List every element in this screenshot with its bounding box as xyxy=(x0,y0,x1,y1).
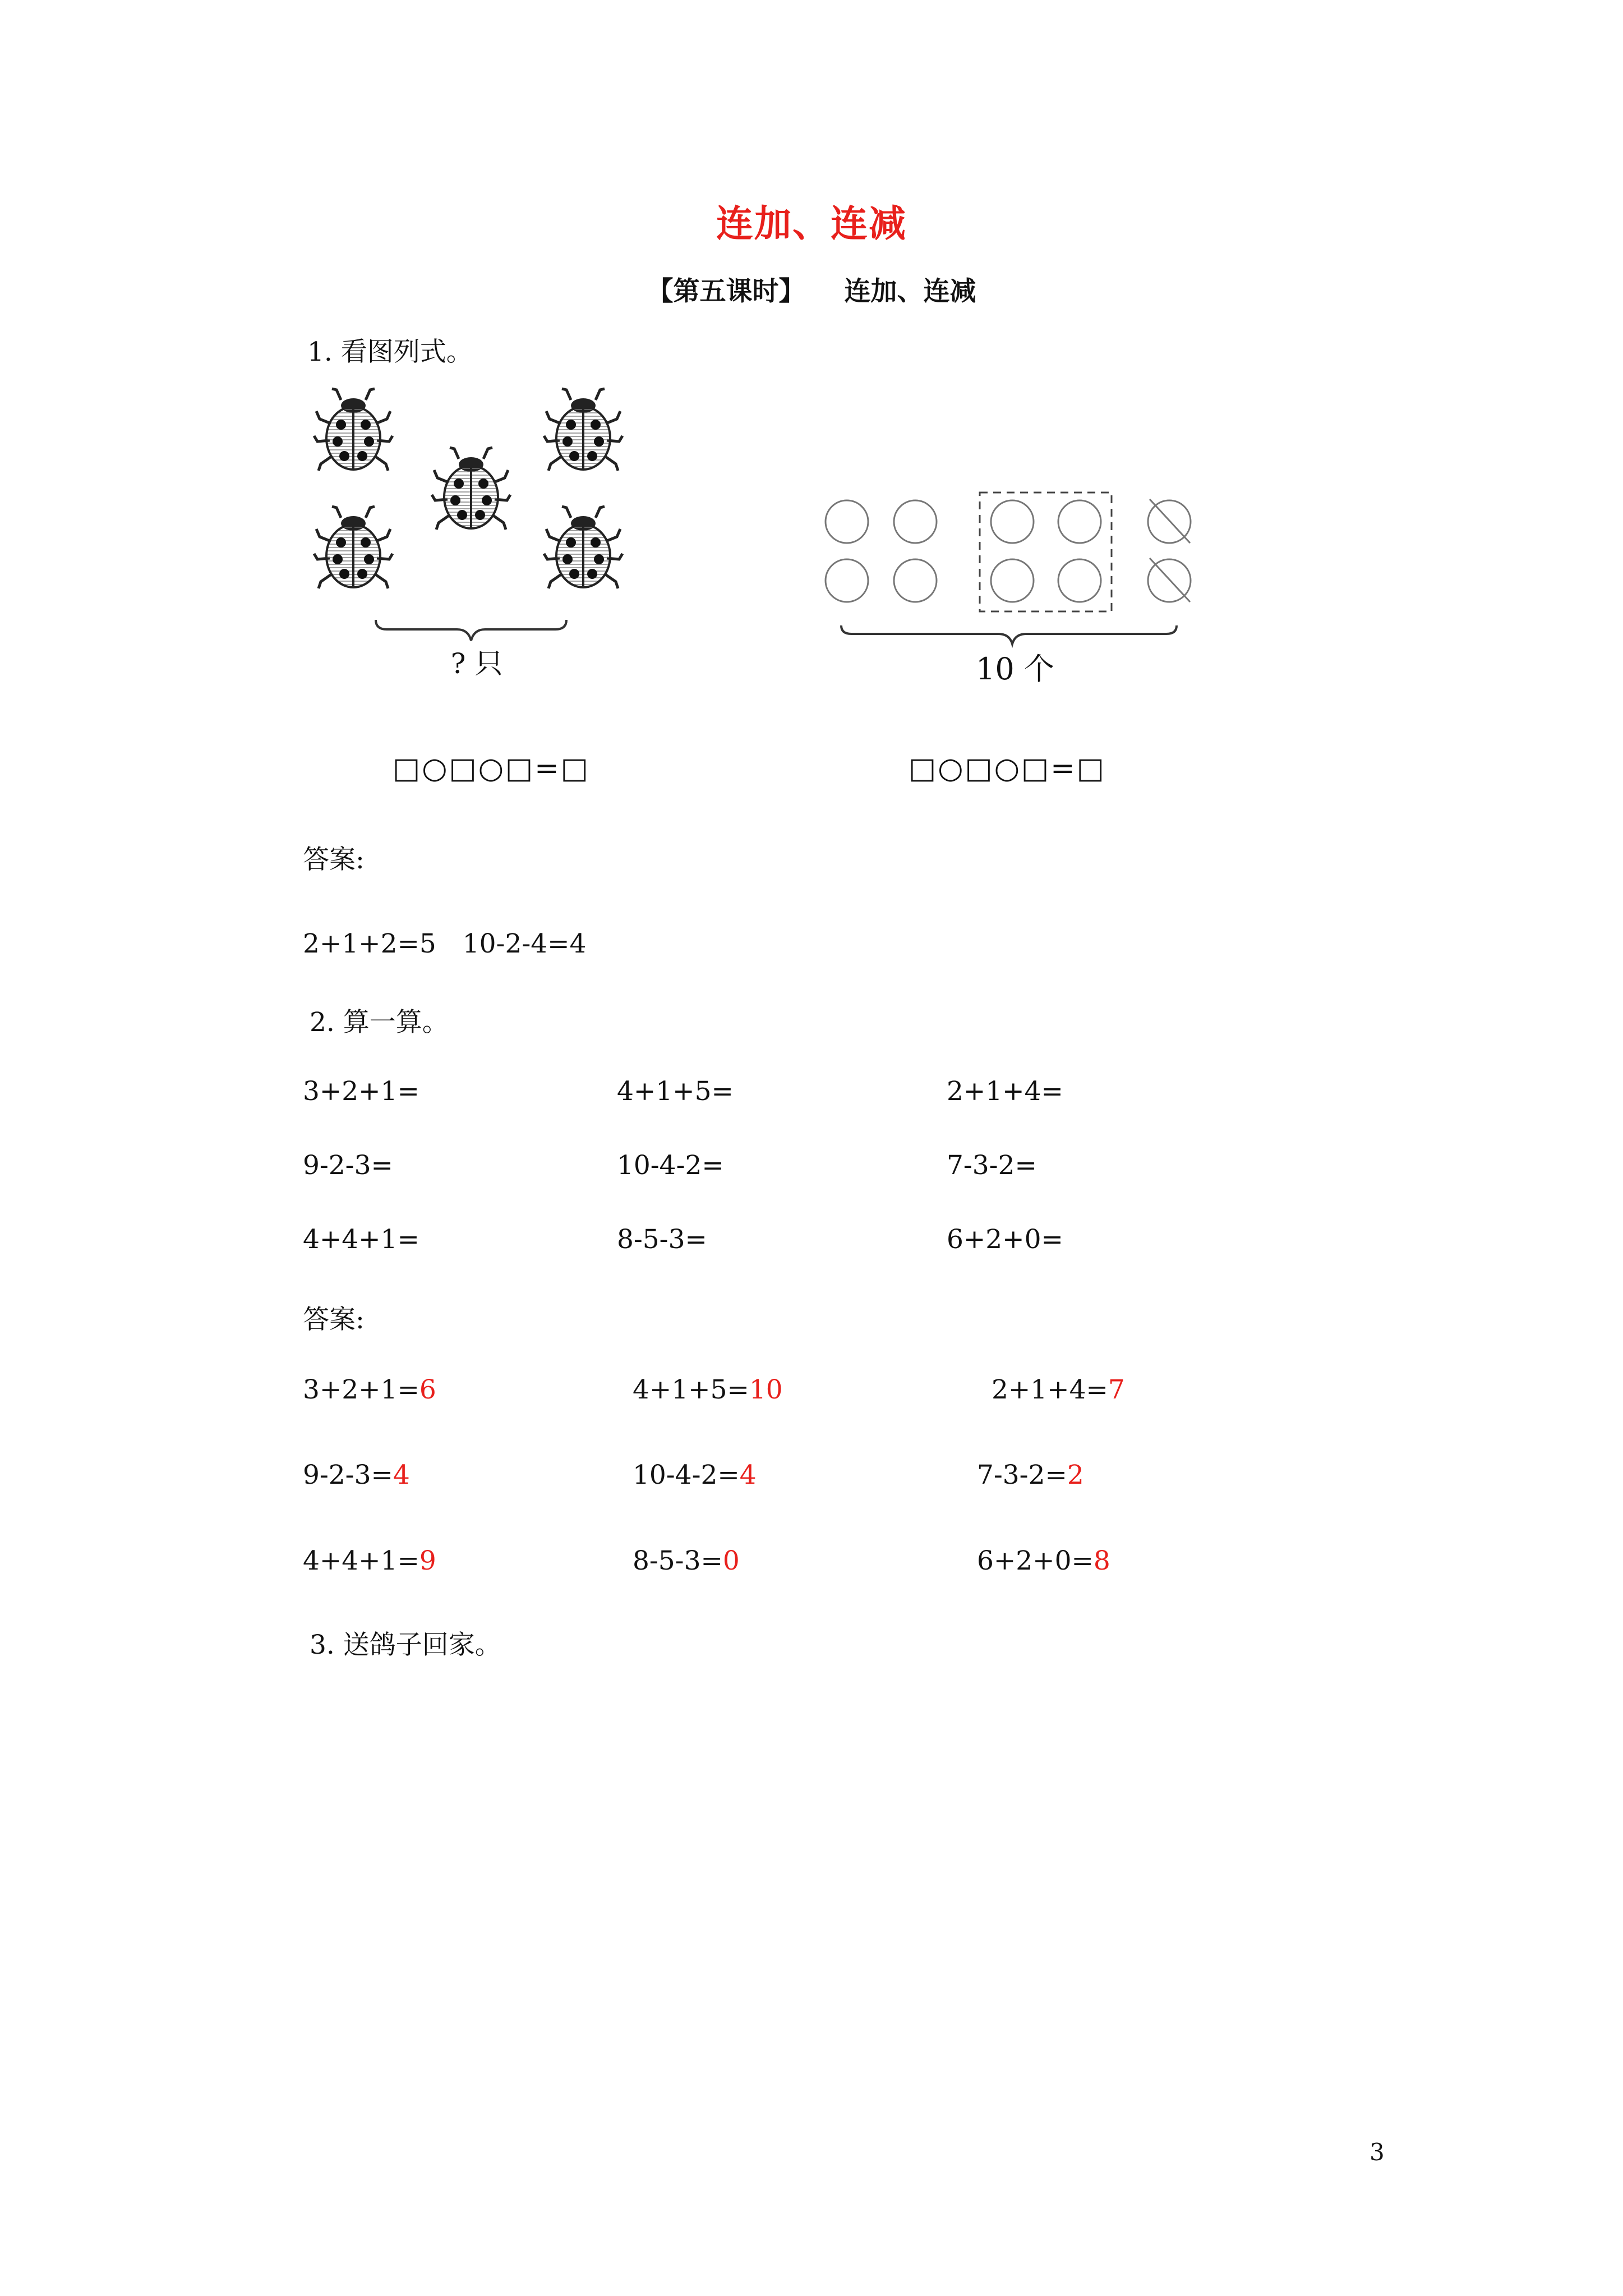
total-brace xyxy=(841,625,1177,644)
ladybug-icon xyxy=(544,389,623,471)
equation-blank-left[interactable]: □○□○□=□ xyxy=(393,752,590,785)
problem: 2+1+4= xyxy=(947,1076,1063,1107)
answer-label: 答案: xyxy=(303,844,365,875)
lesson-topic: 连加、连减 xyxy=(844,276,976,307)
lesson-subtitle xyxy=(0,270,1623,308)
q1-answer: 2+1+2=5 10-2-4=4 xyxy=(303,928,587,959)
answer-label: 答案: xyxy=(303,1304,365,1335)
answer-item: 10-4-2=4 xyxy=(633,1460,757,1490)
ladybug-icon xyxy=(432,448,510,530)
circle-figure xyxy=(813,482,1206,651)
answer-item: 4+4+1=9 xyxy=(303,1545,436,1576)
page-title: 连加、连减 xyxy=(716,201,907,245)
ladybug-count-caption: ? 只 xyxy=(450,647,503,680)
ladybug-icon xyxy=(314,389,393,471)
question-3-label: 3. 送鸽子回家。 xyxy=(310,1630,501,1660)
equation-blank-right[interactable]: □○□○□=□ xyxy=(909,752,1106,785)
answer-item: 9-2-3=4 xyxy=(303,1460,410,1490)
page-number: 3 xyxy=(1370,2138,1385,2166)
problem: 9-2-3= xyxy=(303,1150,393,1181)
problem: 6+2+0= xyxy=(947,1224,1063,1255)
lesson-label: 【第五课时】 xyxy=(647,276,805,307)
question-2-label: 2. 算一算。 xyxy=(310,1007,449,1038)
problem: 8-5-3= xyxy=(617,1224,707,1255)
answer-item: 7-3-2=2 xyxy=(977,1460,1084,1490)
ladybug-icon xyxy=(544,507,623,588)
question-1-label: 1. 看图列式。 xyxy=(307,337,473,367)
circle-count-caption: 10 个 xyxy=(976,651,1054,687)
answer-item: 6+2+0=8 xyxy=(977,1545,1110,1576)
problem: 4+1+5= xyxy=(617,1076,734,1107)
answer-item: 2+1+4=7 xyxy=(992,1374,1125,1405)
problem: 7-3-2= xyxy=(947,1150,1037,1181)
problem: 4+4+1= xyxy=(303,1224,419,1255)
ladybug-icon xyxy=(314,507,393,588)
answer-item: 3+2+1=6 xyxy=(303,1374,436,1405)
total-brace xyxy=(376,620,566,641)
ladybug-figure xyxy=(303,381,639,684)
answer-item: 4+1+5=10 xyxy=(633,1374,783,1405)
problem: 3+2+1= xyxy=(303,1076,419,1107)
problem: 10-4-2= xyxy=(617,1150,724,1181)
answer-item: 8-5-3=0 xyxy=(633,1545,740,1576)
